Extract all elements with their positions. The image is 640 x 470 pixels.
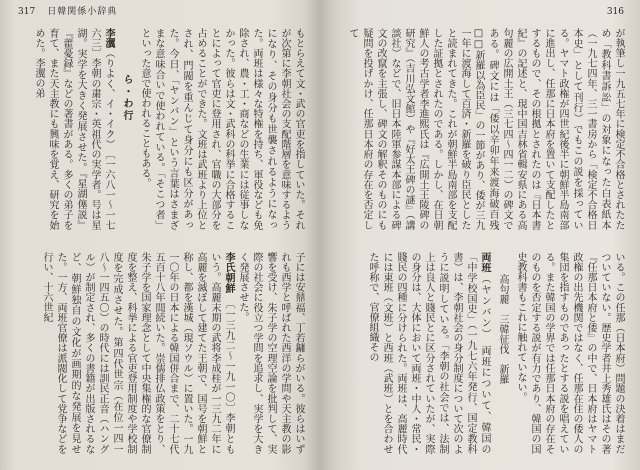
left-page-lower-column-block	[18, 252, 305, 454]
body-ri-yoku: 〔一六八一〜一七六三〕李朝の粛宗・英祖代の実学者。号は星湖。実学を大きく発展させた。『星湖僿説』『藿憂録』などの著書がある。多くの弟子を育て、また天主教にも興味を覚え、研究を始めた。李瀷の弟	[33, 28, 114, 230]
section-heading-ra-wa: ら・わ行	[121, 74, 132, 122]
entry-ri-yoku	[31, 28, 115, 230]
body-ryanban: 両班について、韓国の「中学校国史」（一九七六年発行、国定教科書）は、李朝社会の身分制度について次のように説明している。「李朝の社会では、法制上は良人と賤民とに区分されていたが、実際の身分は、大体において両班・中人・常民・賤民の四種に分けられた。両班は、高麗時代には東班（文班）と西班（武班）とを合わせた呼称で、官僚組織その	[367, 252, 490, 454]
reading-ri-yoku: （りよく、イ・イク）	[103, 48, 114, 145]
headword-rishi-chosen: 李氏朝鮮	[223, 252, 234, 294]
ryanban-entry-continuation: もとらえて文・武の官吏を指していた。それが次第に李朝社会の支配階層を意味するようになり、その身分も世襲されるようになった。両班は様々な特権を持ち、軍役なども免除され、農・工・商などの生業には従事しなかった。彼らは文・武科の科挙に合格することによって官吏に登用され、官職の大部分を占めることができた。文班は武班より上位とされ、門閥を重んじて身分にも区分があった。今日、「ヤンバン」という言葉はさまざまな意味合いで使われている。「そこつ者」といった意で使われることもある。	[139, 28, 304, 230]
headword-ryanban: 両班	[479, 252, 490, 274]
right-page-lower-column-block	[337, 252, 625, 454]
body-rishi-chosen: 〔一三九二〜一九一〇〕李朝ともいう。高麗末期の武将李成桂が一三九二年に高麗を滅ぼして建てた王朝で、国号を朝鮮と称し、都を漢城（現ソウル）に置いた。一九一〇年の日本による韓国併合まで、二十七代五百十八年間続いた。崇儒排仏政策をとり、朱子学を国家理念として中央集権的な官僚制度を整え、科挙による官吏登用制度や学校制度を完成させた。第四代世宗（在位一四一八〜一四五〇）の時代には訓民正音（ハングル）が制定され、多くの書籍が出版されるなど、朝鮮独自の文化が画期的な発展を見せた。一方、両班官僚は派閥化して党争などを行い、十六世紀	[41, 252, 234, 454]
headword-ri-yoku: 李瀷	[103, 28, 114, 49]
entry-rishi-chosen	[39, 252, 235, 454]
right-page-header	[607, 7, 624, 18]
left-page-header	[18, 7, 117, 18]
ri-yoku-entry-continuation: 子には安鼎福、丁若鏞らがいる。彼らはいずれも西学と呼ばれた西洋の学問や天主教の影響を受け、朱子学の空理空論を批判して、実際の社会に役立つ学問を追求し、実学を大きく発展させた。	[237, 252, 304, 454]
running-head: 日韓関係小辞典	[47, 7, 118, 17]
mimana-entry-continuation: が執筆し一九五七年に検定不合格とされたため「教科書訴訟」の対象になった白表紙本（一九七四年、三一書房から「検定不合格日本史」として刊行）でもこの説を採っている。ヤマト政権が四世紀後半に朝鮮半島南部に進出し、任那に日本府を置いて支配したとするもので、その根拠とされたのは『日本書紀』の記述と、現中国吉林省輯安県にある高句麗の広開土王（三七四〜四一二）の碑文である。碑文には「倭以辛卯年来渡海破百残□□新羅以為臣民」の一節があり、倭が三九一年に渡海して百済・新羅を破り臣民としたと読まれてきた。これが朝鮮半島南部を支配した証拠とされたのである。しかし、在日朝鮮人の考古学者李進熙氏は『広開土王陵碑の研究』（吉川弘文館）や『好太王碑の謎』（講談社）などで、旧日本陸軍参謀本部による碑文の改竄を主張し、碑文の解釈そのものにも疑問を投げかけ、任那日本府の存在を否定して	[347, 28, 624, 230]
entry-ryanban	[365, 252, 491, 454]
reading-ryanban: （ヤンバン）	[479, 273, 490, 335]
mimana-entry-conclusion: いる。この任那（日本府）問題の決着はまだついていない。歴史学者井上秀雄氏はその著『任那日本府と倭』の中で、日本府はヤマト政権の出先機関ではなく、任那在住の倭人の集団を指すものであったとする説を唱えている。また韓国の学界では任那日本府の存在そのものを否定する説が有力であり、韓国の国史教科書もこれに触れていない。	[515, 252, 624, 454]
right-page-upper-column-block	[337, 28, 625, 230]
left-page-number: 317	[18, 7, 36, 17]
see-also-references: 高句麗 三韓征伐 新羅	[497, 274, 508, 384]
left-page-upper-column-block	[18, 28, 305, 230]
right-page-number: 316	[606, 7, 624, 17]
